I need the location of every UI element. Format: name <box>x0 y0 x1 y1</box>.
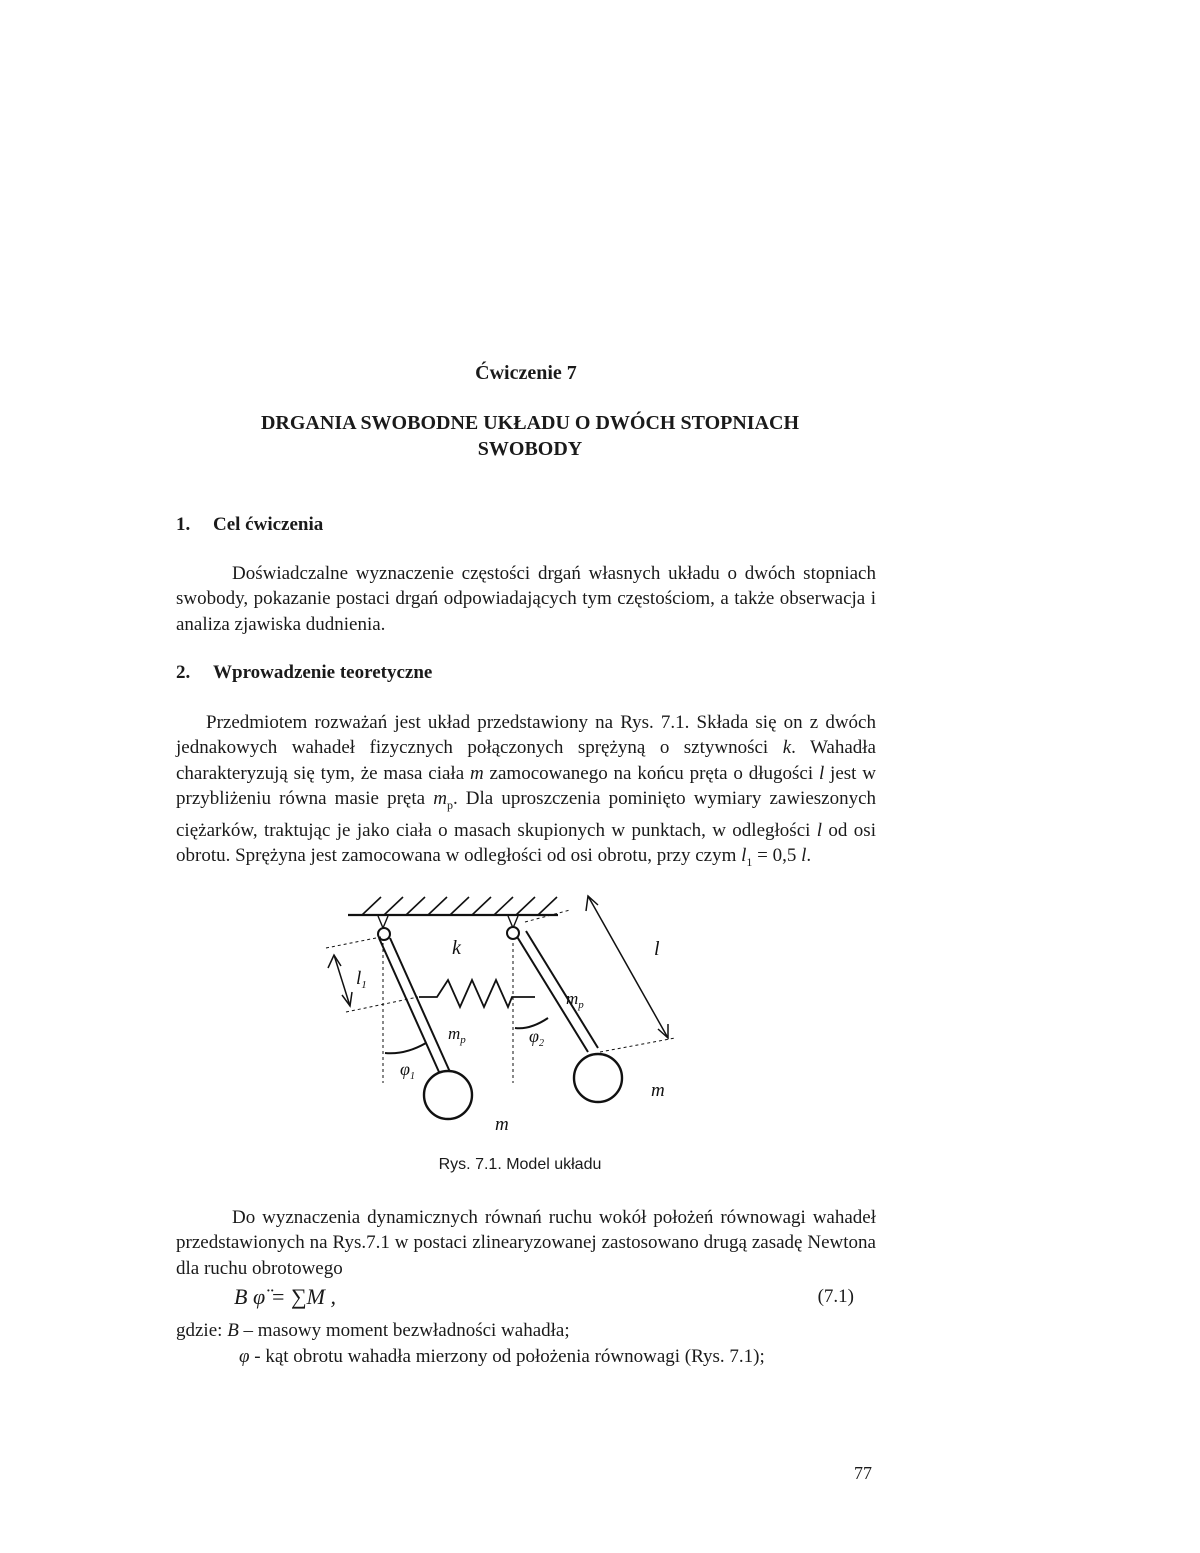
label-l1-sub: 1 <box>361 979 367 991</box>
label-m-left: m <box>495 1114 509 1135</box>
left-mass <box>424 1071 472 1119</box>
label-m-right: m <box>651 1080 665 1101</box>
text-run: jest w przybliżeniu równa masie pręta <box>176 762 876 809</box>
definition-B-text: – masowy moment bezwładności wahadła; <box>238 1320 570 1341</box>
label-l1-main: l <box>356 968 362 989</box>
label-phi2 <box>529 1026 544 1049</box>
label-phi1-sub: 1 <box>409 1071 415 1082</box>
definition-B <box>176 1318 876 1344</box>
section-2-text-2: Do wyznaczenia dynamicznych równań ruchu wokół położeń równowagi wahadeł przedstawionych na Rys.7.1 w postaci zlinearyzowanej zastosowano drugą zasadę Newtona dla ruchu obrotowego <box>176 1207 876 1279</box>
symbol-l: l <box>801 845 807 867</box>
equation-7-1 <box>234 1284 854 1310</box>
symbol-definitions <box>176 1318 876 1370</box>
dimension-l <box>525 896 675 1052</box>
right-mass <box>574 1054 622 1102</box>
text-run: . Wahadła charakteryzują się tym, że masa ciała <box>176 737 876 784</box>
right-pendulum <box>507 916 622 1102</box>
spring <box>419 980 535 1007</box>
section-1-number: 1. <box>176 514 191 535</box>
label-mp-right-main: m <box>566 989 579 1008</box>
angle-arcs <box>385 1018 548 1053</box>
symbol-B: B <box>227 1320 239 1341</box>
equation-expression: B φ̈ = ∑M , <box>234 1284 336 1309</box>
symbol-mp: m <box>433 787 447 809</box>
label-mp-left-main: m <box>448 1024 461 1043</box>
section-2-paragraph-2 <box>176 1205 876 1281</box>
section-2-number: 2. <box>176 662 191 683</box>
definition-phi <box>176 1344 876 1370</box>
label-l: l <box>654 938 660 960</box>
figure-caption: Rys. 7.1. Model układu <box>438 1156 602 1173</box>
label-mp-right <box>566 989 584 1011</box>
label-phi1-main: φ <box>400 1059 410 1079</box>
definition-phi-text: - kąt obrotu wahadła mierzony od położenia równowagi (Rys. 7.1); <box>249 1346 765 1367</box>
symbol-l: l <box>816 819 823 841</box>
label-phi2-sub: 2 <box>538 1038 544 1049</box>
symbol-l: l <box>818 762 825 784</box>
page-number: 77 <box>854 1463 872 1483</box>
symbol-phi: φ <box>239 1346 250 1367</box>
label-mp-left <box>448 1024 466 1046</box>
symbol-m: m <box>469 762 484 784</box>
label-phi2-main: φ <box>529 1026 539 1046</box>
text-run: od osi obrotu. Sprężyna jest zamocowana w odległości od osi obrotu, przy czym <box>176 819 876 867</box>
label-mp-right-sub: p <box>578 999 584 1011</box>
text-run: zamocowanego na końcu pręta o długości <box>483 762 819 784</box>
symbol-l1: l <box>741 845 747 867</box>
equation-number: (7.1) <box>817 1286 854 1307</box>
label-k: k <box>452 937 461 959</box>
title-line-1: DRGANIA SWOBODNE UKŁADU O DWÓCH STOPNIACH <box>260 412 800 434</box>
symbol-k: k <box>782 737 792 759</box>
title-line-2: SWOBODY <box>477 438 583 460</box>
section-2-title: Wprowadzenie teoretyczne <box>213 662 433 683</box>
symbol-l1-subscript: 1 <box>746 855 753 870</box>
left-pivot <box>378 928 390 940</box>
label-mp-left-sub: p <box>460 1034 466 1046</box>
section-1-title: Cel ćwiczenia <box>213 514 324 535</box>
dimension-l1 <box>326 937 418 1012</box>
text-run: . Dla uproszczenia pominięto wymiary zawieszonych ciężarków, traktując je jako ciała o masach skupionych w punktach, w odległości <box>176 787 877 841</box>
symbol-mp-subscript: p <box>446 797 453 812</box>
text-run: . <box>806 845 812 867</box>
text-run: Przedmiotem rozważań jest układ przedstawiony na Rys. 7.1. Składa się on z dwóch jednakowych wahadeł fizycznych połączonych sprężyną o sztywności <box>176 712 876 759</box>
chapter-label: Ćwiczenie 7 <box>475 362 577 384</box>
label-phi1 <box>400 1059 415 1082</box>
section-1-text: Doświadczalne wyznaczenie częstości drgań własnych układu o dwóch stopniach swobody, pokazanie postaci drgań odpowiadających tym częstościom, a także obserwacja i analiza zjawiska dudnienia. <box>176 563 876 635</box>
text-run: = 0,5 <box>752 845 802 867</box>
ceiling-support <box>348 897 558 915</box>
right-pivot <box>507 927 519 939</box>
label-l1 <box>356 968 367 991</box>
definition-prefix: gdzie: <box>176 1320 228 1341</box>
